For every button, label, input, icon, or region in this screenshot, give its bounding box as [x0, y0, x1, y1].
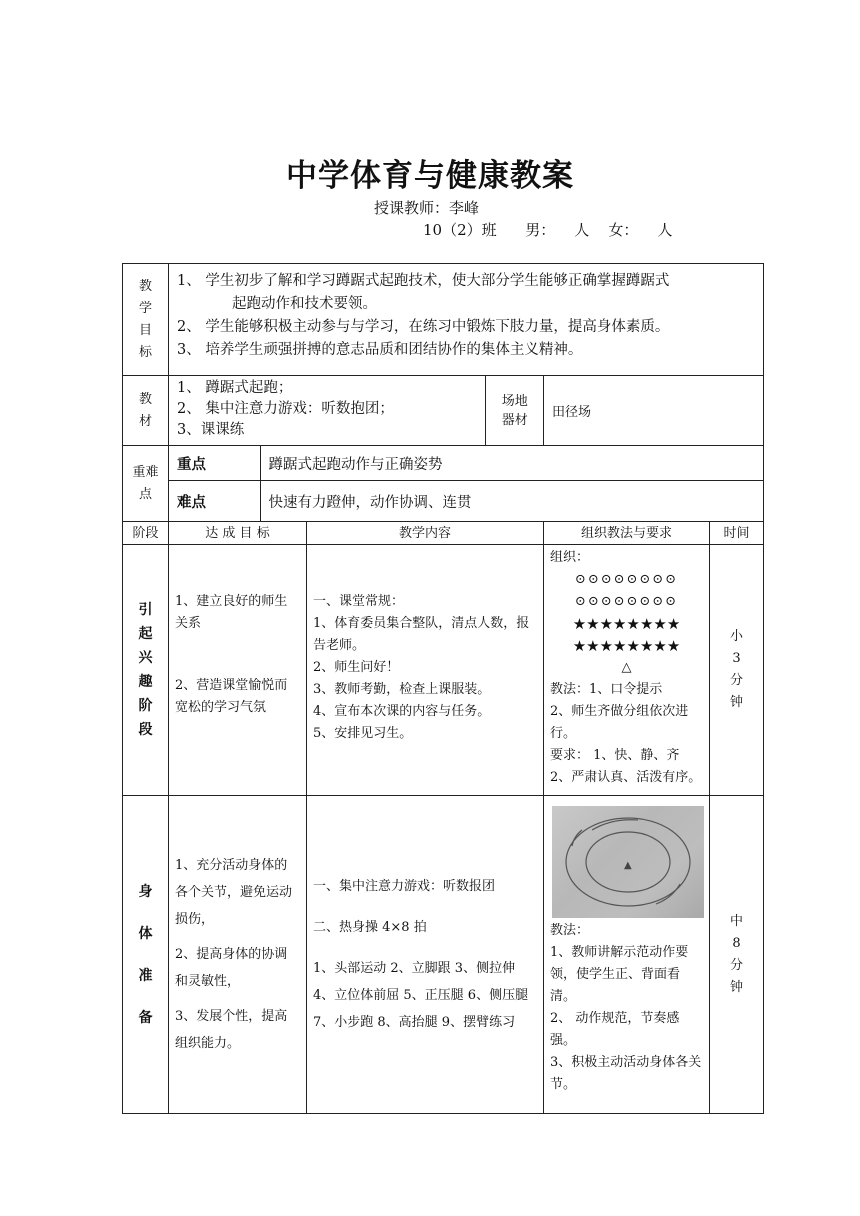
content-line: 1、头部运动 2、立脚跟 3、侧拉伸 4、立位体前屈 5、正压腿 6、侧压腿 7、小步跑 8、高抬腿 9、摆臂练习 — [313, 961, 529, 1030]
student-star-row: ★★★★★★★★ — [572, 615, 681, 633]
materials-list — [169, 376, 485, 445]
class-line: 10（2）班 男： 人 女： 人 — [423, 221, 673, 239]
material-item: 2、 集中注意力游戏：听数抱团； — [177, 401, 394, 417]
difficult-point-label: 难点 — [169, 481, 260, 521]
stage1-method — [544, 545, 710, 796]
student-star-row: ★★★★★★★★ — [572, 637, 681, 655]
content-line: 二、热身操 4×8 拍 — [313, 920, 427, 935]
material-item: 1、 蹲踞式起跑； — [177, 380, 293, 396]
stage2-goal: 3、发展个性，提高组织能力。 — [175, 1009, 288, 1051]
stage2-goals — [169, 796, 307, 1114]
header-content: 教学内容 — [307, 522, 544, 545]
teacher-line: 授课教师：李峰 — [374, 199, 480, 217]
stage1-goal: 2、营造课堂愉悦而宽松的学习气氛 — [175, 678, 288, 715]
goal-item: 2、 学生能够积极主动参与与学习，在练习中锻炼下肢力量，提高身体素质。 — [177, 319, 670, 335]
content-line: 5、安排见习生。 — [313, 726, 413, 741]
running-track-diagram — [552, 806, 704, 918]
header-goals: 达 成 目 标 — [169, 522, 307, 545]
track-circles-icon — [552, 806, 704, 918]
header-stage: 阶段 — [123, 522, 169, 545]
header-time: 时间 — [710, 522, 764, 545]
stage1-time: 小 3 分 钟 — [710, 545, 764, 796]
goals-content — [169, 264, 764, 376]
keypoints-label: 重难 点 — [123, 446, 169, 522]
goals-label: 教 学 目 标 — [123, 264, 169, 376]
stage2-name: 身 体 准 备 — [123, 796, 169, 1114]
stage1-content — [307, 545, 544, 796]
student-dot-row: ⊙⊙⊙⊙⊙⊙⊙⊙ — [574, 572, 679, 587]
stage2-goal: 1、充分活动身体的各个关节，避免运动损伤， — [175, 858, 293, 927]
venue-value: 田径场 — [544, 376, 764, 446]
stage1-name: 引 起 兴 趣 阶 段 — [123, 545, 169, 796]
goal-item: 1、 学生初步了解和学习蹲踞式起跑技术，使大部分学生能够正确掌握蹲踞式 — [177, 273, 670, 289]
method-line: 教法：1、口令提示 — [550, 682, 663, 697]
stage2-goal: 2、提高身体的协调和灵敏性， — [175, 947, 288, 989]
teacher-marker-icon: ▲ — [624, 860, 632, 871]
goal-item: 起跑动作和技术要领。 — [232, 296, 377, 312]
stage1-goals — [169, 545, 307, 796]
stage2-method — [544, 796, 710, 1114]
org-label: 组织： — [550, 550, 590, 565]
student-dot-row: ⊙⊙⊙⊙⊙⊙⊙⊙ — [574, 594, 679, 609]
content-line: 4、宣布本次课的内容与任务。 — [313, 704, 491, 719]
stage2-time: 中 8 分 钟 — [710, 796, 764, 1114]
difficult-point-value: 快速有力蹬伸，动作协调、连贯 — [268, 494, 472, 511]
stage1-goal: 1、建立良好的师生关系 — [175, 594, 288, 631]
content-line: 一、集中注意力游戏：听数报团 — [313, 879, 496, 894]
stage2-content — [307, 796, 544, 1114]
goal-item: 3、 培养学生顽强拼搏的意志品质和团结协作的集体主义精神。 — [177, 342, 583, 358]
key-point-label: 重点 — [169, 446, 260, 480]
method-line: 要求： 1、快、静、齐 — [550, 748, 680, 763]
content-line: 1、体育委员集合整队，清点人数，报告老师。 — [313, 616, 530, 653]
content-line: 2、师生问好！ — [313, 660, 400, 675]
method-line: 3、积极主动活动身体各关节。 — [550, 1055, 702, 1092]
page-title: 中学体育与健康教案 — [286, 158, 574, 194]
key-point-value: 蹲踞式起跑动作与正确姿势 — [268, 456, 443, 473]
method-line: 2、 动作规范，节奏感强。 — [550, 1011, 680, 1048]
content-line: 3、教师考勤，检查上课服装。 — [313, 682, 491, 697]
material-item: 3、课课练 — [177, 422, 245, 438]
header-method: 组织教法与要求 — [544, 522, 710, 545]
lesson-plan-table — [122, 263, 764, 1114]
method-line: 1、教师讲解示范动作要领，使学生正、背面看清。 — [550, 945, 689, 1004]
content-line: 一、课堂常规： — [313, 594, 405, 609]
method-line: 2、师生齐做分组依次进行。 — [550, 704, 689, 741]
method-line: 教法： — [550, 923, 590, 938]
method-line: 2、严肃认真、活泼有序。 — [550, 770, 702, 785]
venue-label: 场地 器材 — [501, 393, 528, 428]
materials-label: 教 材 — [123, 376, 169, 446]
teacher-triangle-icon: △ — [621, 660, 632, 675]
